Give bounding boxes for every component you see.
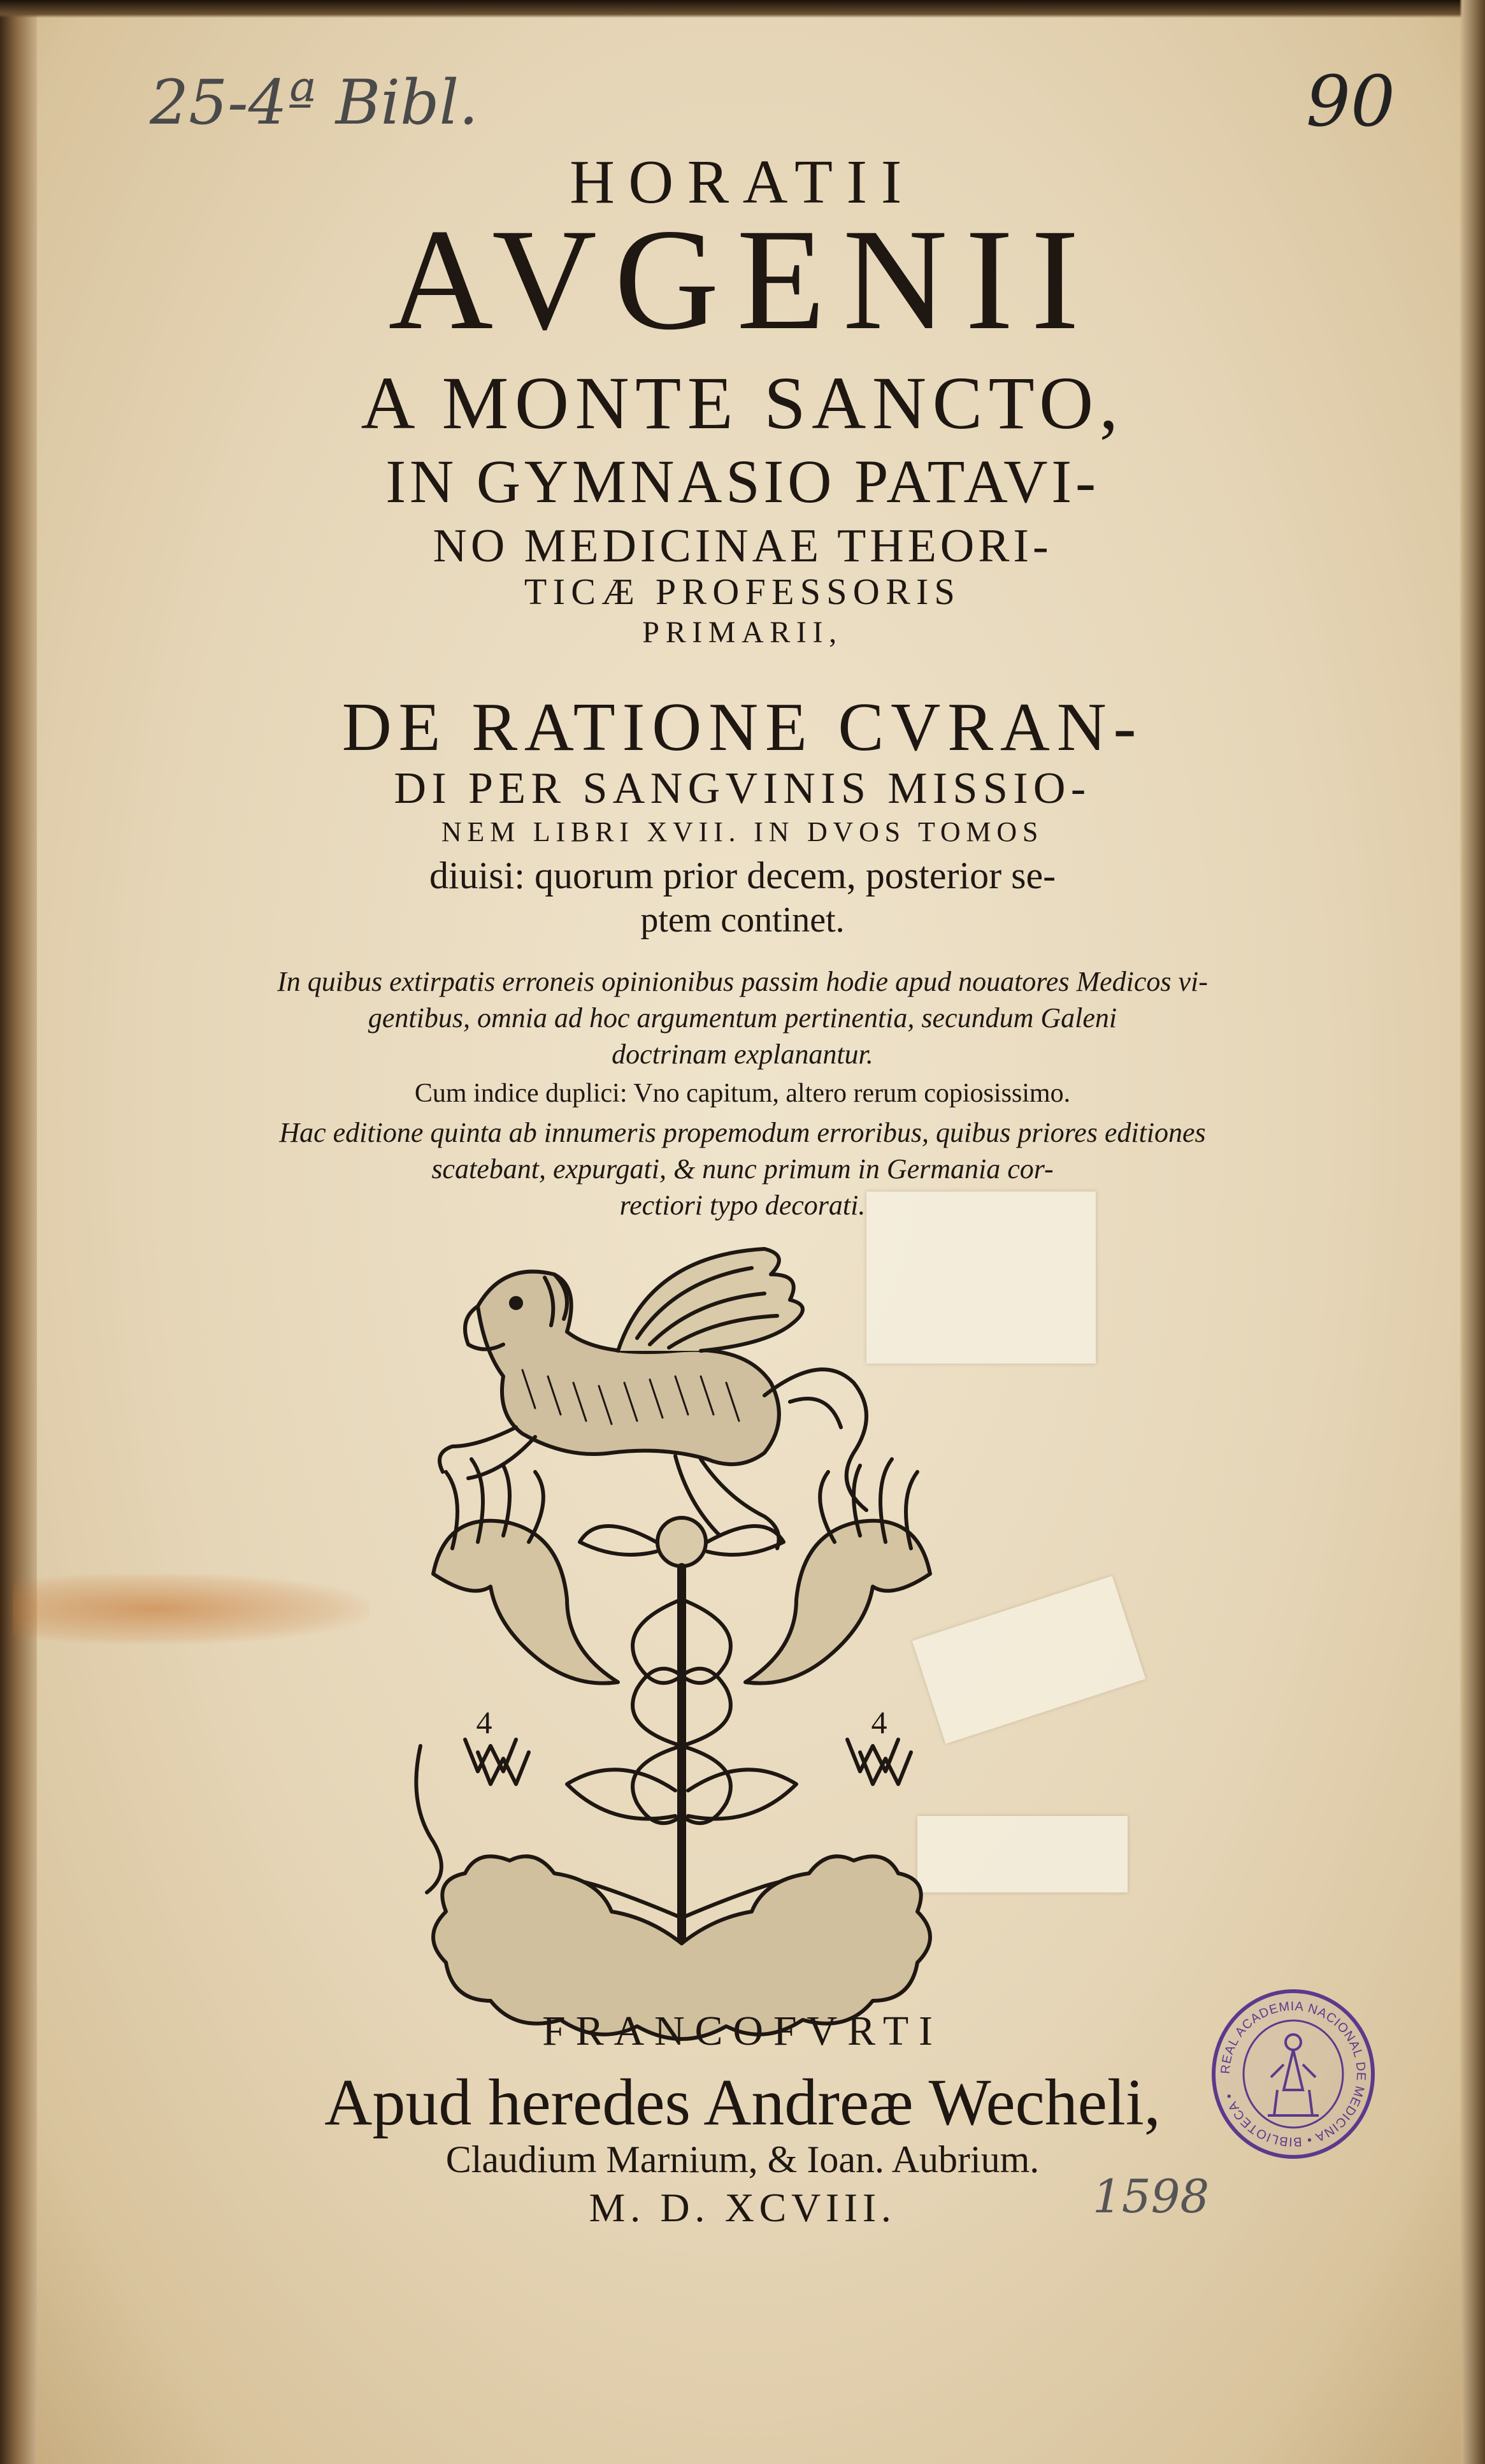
edition-note: Hac editione quinta ab innumeris propemodum erroribus, quibus priores editiones: [279, 1117, 1206, 1148]
library-stamp: [1207, 1988, 1379, 2160]
work-title: DI PER SANGVINIS MISSIO-: [394, 764, 1091, 813]
device-mark-left: 4: [476, 1704, 492, 1740]
handwritten-shelfmark: 25-4ª Bibl.: [150, 67, 478, 138]
edition-note: rectiori typo decorati.: [619, 1190, 866, 1221]
water-stain: [13, 1574, 369, 1644]
description-line: doctrinam explanantur.: [612, 1039, 873, 1070]
printers-device-woodcut: [408, 1243, 956, 2064]
work-title: ptem continet.: [640, 900, 845, 940]
index-note: Cum indice duplici: Vno capitum, altero rerum copiosissimo.: [414, 1079, 1071, 1108]
author-title-line: IN GYMNASIO PATAVI-: [385, 447, 1100, 515]
imprint-date: M. D. XCVIII.: [589, 2185, 896, 2230]
device-mark-right: 4: [871, 1704, 887, 1740]
author-origin: A MONTE SANCTO,: [361, 361, 1124, 445]
stamp-text: REAL ACADEMIA NACIONAL DE MEDICINA • BIBLIOTECA •: [1218, 1999, 1368, 2149]
imprint-printer: Apud heredes Andreæ Wecheli,: [324, 2066, 1161, 2139]
author-title-line: TICÆ PROFESSORIS: [524, 571, 961, 612]
description-line: gentibus, omnia ad hoc argumentum pertinentia, secundum Galeni: [368, 1002, 1117, 1034]
page-top-edge: [0, 0, 1485, 18]
work-title: diuisi: quorum prior decem, posterior se-: [429, 854, 1056, 897]
author-title-line: NO MEDICINAE THEORI-: [433, 520, 1052, 572]
description-line: In quibus extirpatis erroneis opinionibus passim hodie apud nouatores Medicos vi-: [277, 966, 1208, 997]
handwritten-number: 90: [1306, 61, 1395, 142]
imprint-city: FRANCOFVRTI: [542, 2008, 943, 2054]
imprint-partners: Claudium Marnium, & Ioan. Aubrium.: [445, 2138, 1040, 2180]
edition-note: scatebant, expurgati, & nunc primum in Germania cor-: [431, 1153, 1054, 1185]
author-first-name: HORATII: [570, 148, 915, 217]
work-title: NEM LIBRI XVII. IN DVOS TOMOS: [441, 816, 1044, 847]
author-title-line: PRIMARII,: [642, 616, 843, 649]
work-title: DE RATIONE CVRAN-: [341, 689, 1144, 765]
author-surname: AVGENII: [388, 199, 1097, 360]
handwritten-year: 1598: [1093, 2170, 1210, 2223]
